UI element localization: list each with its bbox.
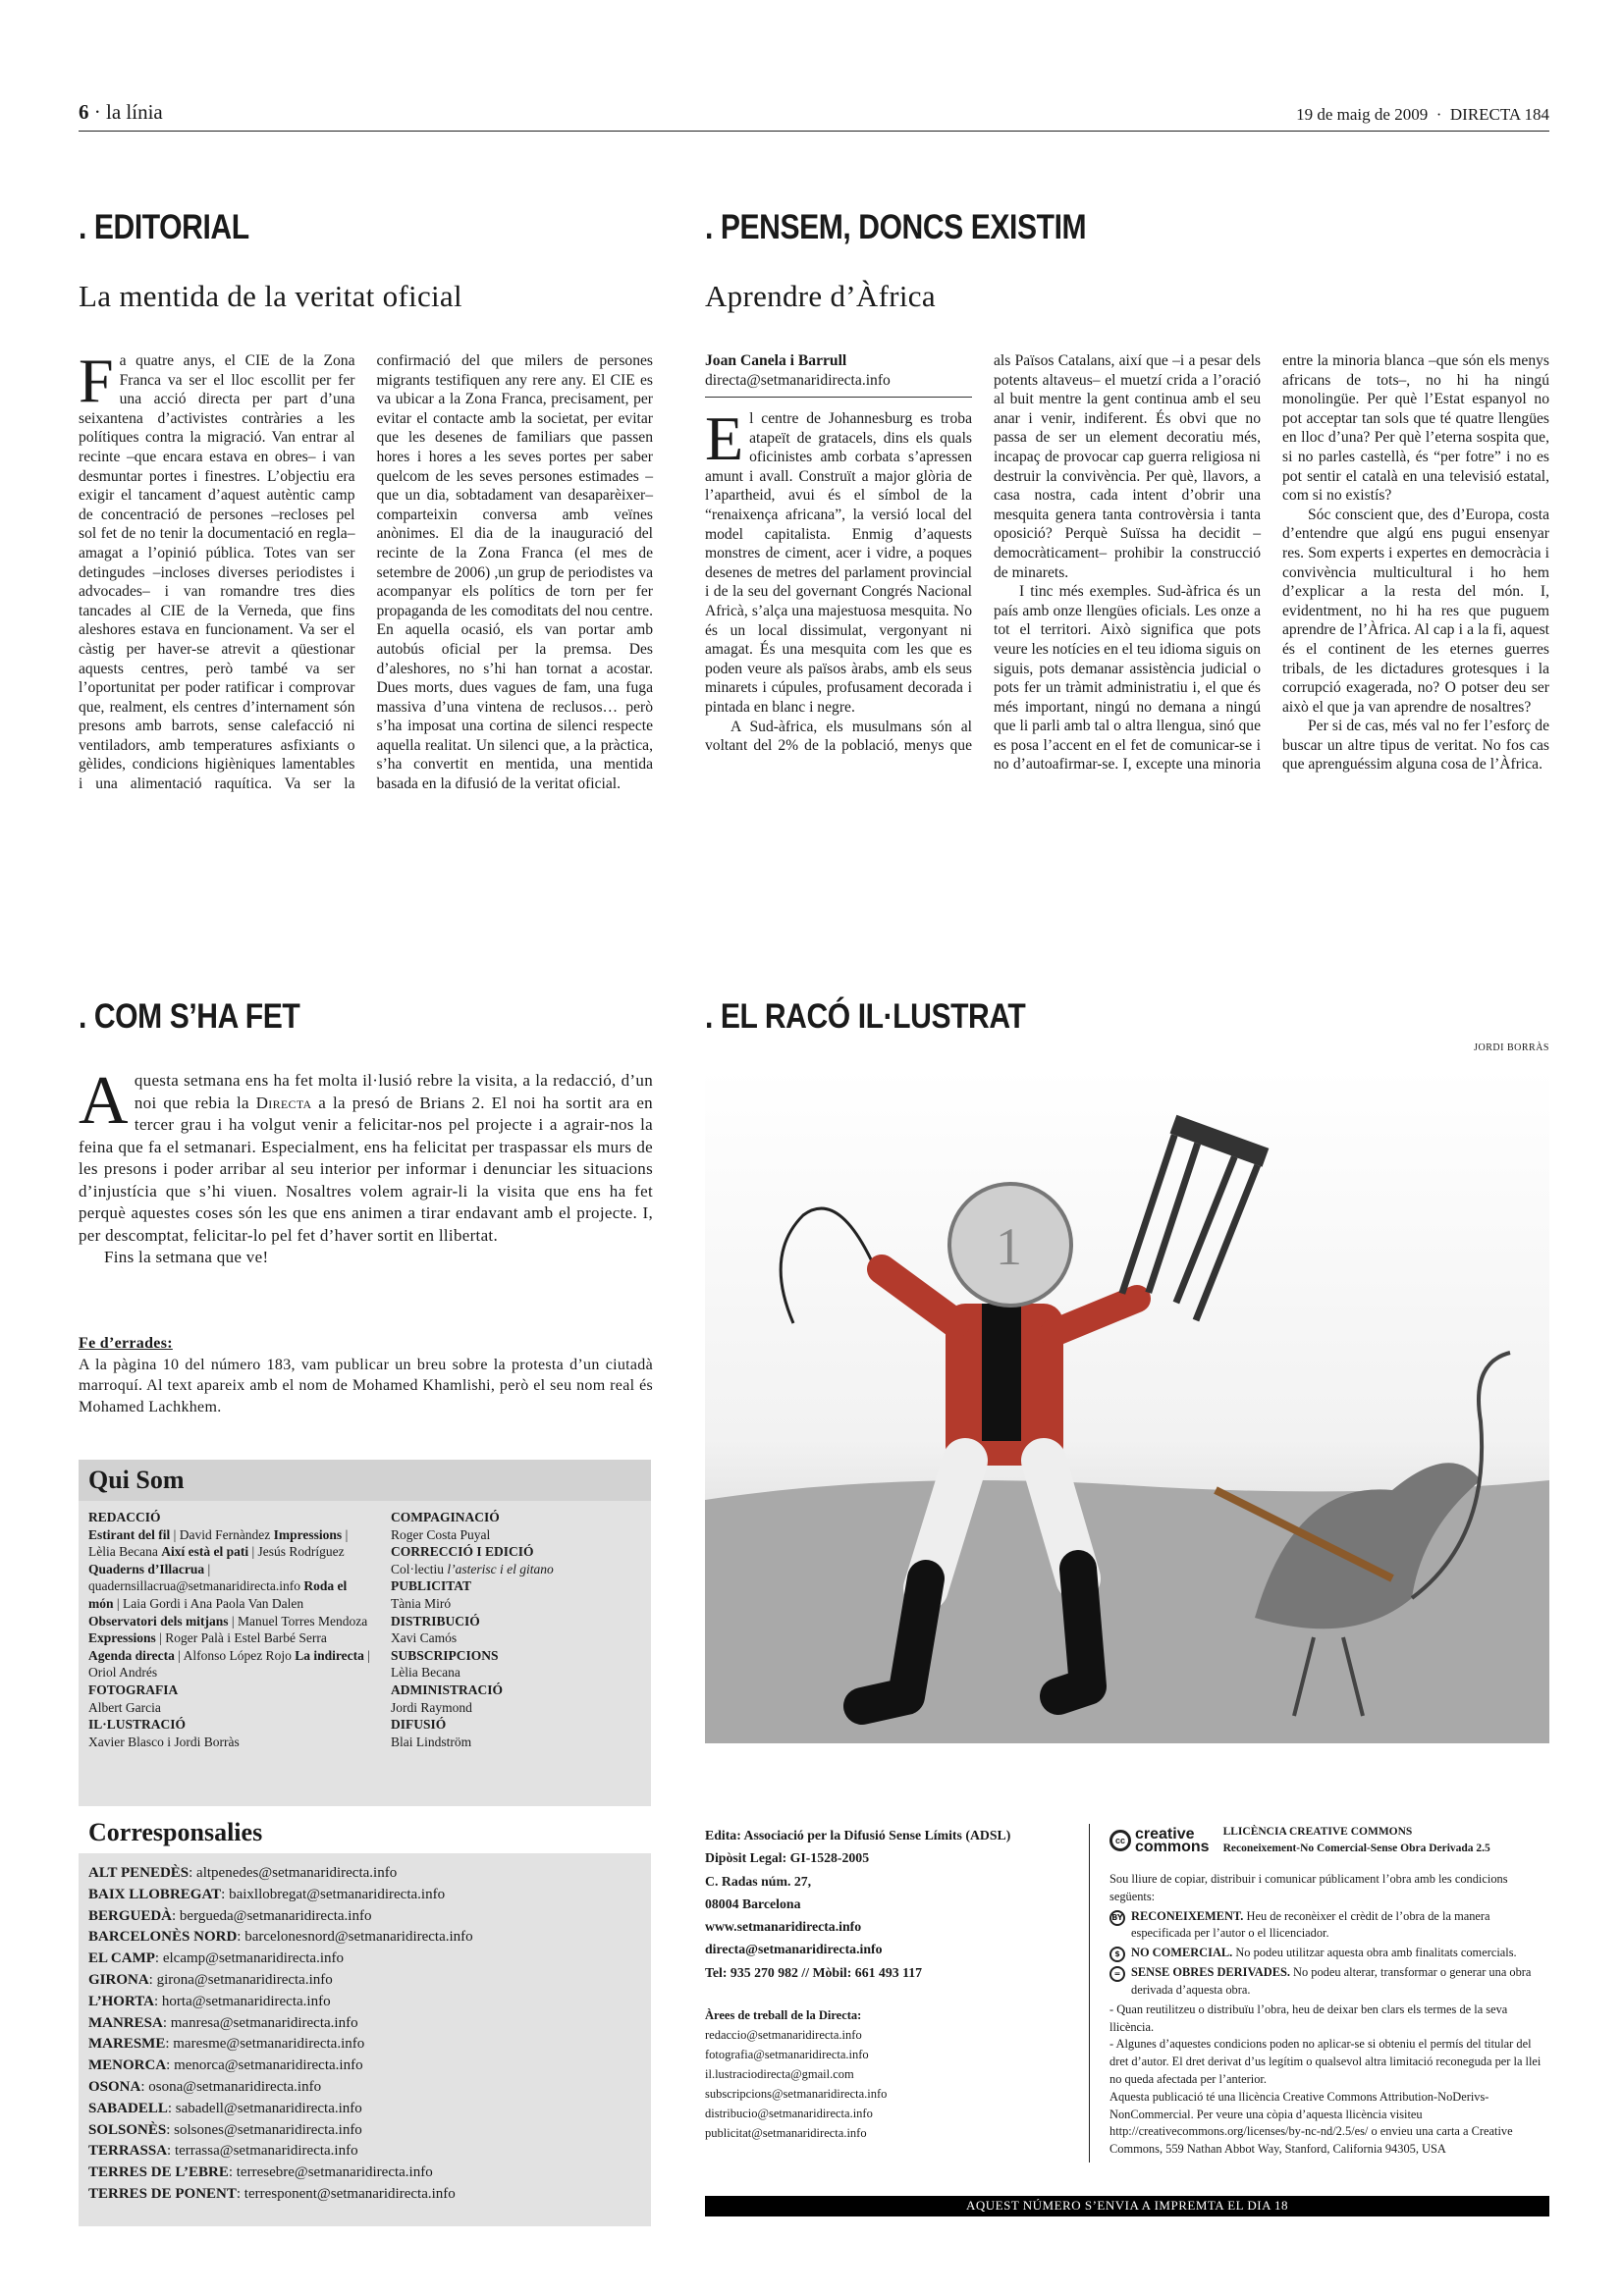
staff-entry (88, 1970, 641, 1992)
areas-emails (705, 2025, 1089, 2143)
condition-desc: No podeu utilitzar aquesta obra amb finalitats comercials. (1232, 1946, 1517, 1960)
entry-label: IL·LUSTRACIÓ (88, 1717, 187, 1733)
staff-entry (88, 1682, 373, 1699)
license-conditions (1109, 1908, 1551, 2000)
entry-value: : osona@setmanaridirecta.info (140, 2078, 322, 2095)
paragraph: Per si de cas, més val no fer l’esforç de buscar un altre tipus de veritat. No fos cas que aprenguéssim alguna cosa de l’Àfrica. (1282, 718, 1549, 774)
vest (982, 1304, 1021, 1441)
entry-value: | Oriol Andrés (88, 1647, 370, 1681)
publisher-info (705, 1824, 1090, 2163)
staff-entry (391, 1509, 636, 1526)
pensem-section-title: . PENSEM, DONCS EXISTIM (705, 208, 1087, 246)
entry-label: COMPAGINACIÓ (391, 1510, 500, 1524)
condition-text (1131, 1964, 1551, 2000)
page-section (79, 100, 163, 125)
license-header (1109, 1824, 1551, 1857)
staff-entry (391, 1629, 636, 1647)
entry-label: FOTOGRAFIA (88, 1682, 179, 1697)
paragraph: A Sud-àfrica, els musulmans són al voltant del 2% de la població, menys que als Països Catalans, així que –i a pesar dels potents altaveus– el muetzí crida a l’oració al buit mentre la gent continua amb el seu anar i venir, indiferent. És obvi que no passa de ser un element decoratiu més, incapaç de provocar cap guerra religiosa ni destruir la convivència. Per què, llavors, a casa nostra, cada intent d’obrir una mesquita genera tanta controvèrsia i tanta oposició? Perquè Suïssa ha decidit –democràticament– prohibir la construcció de minarets. (705, 352, 1261, 755)
page-header (79, 98, 1549, 132)
illustration-credit: JORDI BORRÀS (1474, 1042, 1549, 1053)
no-derivatives-icon: = (1109, 1966, 1125, 1982)
entry-value: : solsones@setmanaridirecta.info (166, 2121, 362, 2138)
entry-label: SABADELL (88, 2100, 168, 2116)
publication-name: Directa (255, 1093, 312, 1112)
license-block (1109, 1824, 1551, 2159)
entry-value: Lèlia Becana (391, 1665, 460, 1681)
entry-value: | Laia Gordi i Ana Paola Van Dalen (113, 1595, 304, 1611)
condition-desc: Heu de reconèixer el crèdit de l’obra de la manera especificada per l’autor o el llicenciador. (1131, 1908, 1490, 1941)
staff-entry (88, 1509, 373, 1526)
entry-label: Observatori dels mitjans (88, 1613, 229, 1629)
entry-value: Tània Miró (391, 1595, 452, 1611)
staff-entry (391, 1682, 636, 1699)
publisher-line: Dipòsit Legal: GI-1528-2005 (705, 1850, 870, 1866)
issue-date: 19 de maig de 2009 (1296, 105, 1429, 124)
corresponsalies-title: Corresponsalies (79, 1812, 651, 1853)
publisher-line: 08004 Barcelona (705, 1896, 801, 1911)
staff-entry (88, 1992, 641, 2013)
entry-value: : terrassa@setmanaridirecta.info (167, 2143, 358, 2160)
separator: · (1435, 105, 1442, 124)
entry-label: OSONA (88, 2078, 141, 2095)
illustration (705, 1068, 1549, 1743)
license-condition (1109, 1964, 1551, 2000)
entry-value: | Lèlia Becana (88, 1526, 349, 1560)
staff-left-column (88, 1509, 373, 1750)
author-name: Joan Canela i Barrull (705, 352, 847, 369)
entry-label: DISTRIBUCIÓ (391, 1613, 480, 1629)
entry-label: MENORCA (88, 2057, 167, 2074)
staff-entry (88, 1949, 641, 1970)
condition-text (1131, 1945, 1517, 1962)
entry-label: TERRASSA (88, 2143, 168, 2160)
staff-entry (88, 2141, 641, 2163)
entry-label: CORRECCIÓ I EDICIÓ (391, 1544, 534, 1560)
entry-value: : barcelonesnord@setmanaridirecta.info (237, 1929, 473, 1946)
pensem-headline: Aprendre d’Àfrica (705, 279, 936, 313)
entry-label: REDACCIÓ (88, 1510, 161, 1524)
publisher-lines (705, 1824, 1089, 1984)
entry-value: | quadernsillacrua@setmanaridirecta.info (88, 1561, 304, 1594)
entry-value: : girona@setmanaridirecta.info (148, 1971, 333, 1988)
publisher-line: www.setmanaridirecta.info (705, 1919, 862, 1935)
condition-label: RECONEIXEMENT. (1131, 1908, 1244, 1923)
entry-label: GIRONA (88, 1971, 149, 1988)
staff-entry (88, 2163, 641, 2184)
staff-entry (391, 1577, 636, 1595)
creative-commons-logo (1109, 1828, 1210, 1853)
license-note: Aquesta publicació té una llicència Creative Commons Attribution-NoDerivs- NonCommercial. Per veure una còpia d’aquesta llicència visiteu http://creativecommons.org/licenses/by-nc-nd/2.5/es/ o envieu una carta a Creative Commons, 559 Nathan Abbot Way, Stanford, California 94305, USA (1109, 2089, 1513, 2157)
staff-entry (391, 1613, 636, 1630)
area-email[interactable]: fotografia@setmanaridirecta.info (705, 2048, 869, 2062)
entry-italic: l’asterisc i el gitano (447, 1561, 554, 1576)
publisher-line: Edita: Associació per la Difusió Sense Límits (ADSL) (705, 1828, 1011, 1842)
entry-label: PUBLICITAT (391, 1578, 472, 1594)
entry-value: : elcamp@setmanaridirecta.info (154, 1950, 344, 1967)
license-condition (1109, 1908, 1551, 1944)
staff-entry (391, 1716, 636, 1734)
entry-value: | David Fernàndez (170, 1526, 274, 1542)
entry-label: MARESME (88, 2036, 166, 2053)
staff-entry (88, 1734, 373, 1751)
entry-value: Jordi Raymond (391, 1699, 472, 1715)
entry-label: Agenda directa (88, 1647, 175, 1663)
staff-entry (391, 1526, 636, 1544)
paragraph: l centre de Johannesburg es troba atapeït de gratacels, dins els quals oficinistes amb corbata s’apressen amunt i avall. Construït a major glòria de l’apartheid, avui és el símbol de la “renaixença africana”, la versió local del model capitalista. Enmig d’aquests monstres de ciment, acer i vidre, a poques desenes de metres del parlament provincial i de la seu del governant Congrés Nacional Africà, s’alça una majestuosa mesquita. No és un local dissimulat, vergonyant ni amagat. És una mesquita com les que es poden veure als països àrabs, amb els seus minarets i cúpules, profusament decorada i pintada en blanc i negre. (705, 410, 972, 716)
author-block (705, 351, 972, 398)
entry-label: Expressions (88, 1630, 156, 1646)
entry-value: : terresponent@setmanaridirecta.info (236, 2185, 456, 2202)
entry-value: : menorca@setmanaridirecta.info (166, 2057, 363, 2074)
staff-entry (88, 2013, 641, 2035)
staff-entry (391, 1561, 636, 1578)
entry-value: Col·lectiu (391, 1561, 448, 1576)
entry-value: | Jesús Rodríguez (248, 1544, 345, 1560)
entry-label: L’HORTA (88, 1993, 154, 2009)
cc-icon: cc (1109, 1830, 1131, 1851)
editorial-text: a quatre anys, el CIE de la Zona Franca va ser el lloc escollit per fer una acció directa per part d’una seixantena d’activistes contràries a les polítiques contra la migració. Van entrar al recinte –que encara estava en obres– i van desmuntar portes i finestres. L’objectiu era exigir el tancament d’aquest autèntic camp de concentració de persones –recloses pel sol fet de no tenir la documentació en regla– amagat a l’opinió pública. Totes van ser detingudes –incloses diverses periodistes i advocades– i van romandre tres dies tancades al CIE de la Verneda, que fins aleshores estava en funcionament. Va ser el càstig per haver-se atrevit a qüestionar aquests centres, però també va ser l’oportunitat per poder ratificar i comprovar que, realment, els centres d’internament són presons amb barrots, sense calefacció ni ventiladors, amb temperatures asfixiants o gèlides, condicions higièniques lamentables i una alimentació raquítica. Va ser la confirmació del que milers de persones migrants testifiquen any rere any. El CIE es va ubicar a la Zona Franca, precisament, per evitar el contacte amb la societat, per evitar que les desenes de familiars que passen hores i hores a les seves portes per saber quelcom de les seves persones estimades –que un dia, sobtadament van desaparèixer– comparteixin conversa amb veïnes anònimes. El dia de la inauguració del recinte de la Zona Franca (el mes de setembre de 2006) ,un grup de periodistes va acompanyar els polítics de torn per fer propaganda de les comoditats del nou centre. En aquella ocasió, els van portar amb autobús oficial per la premsa. Des d’aleshores, no s’hi han tornat a acostar. Dues morts, dues vagues de fam, una fuga massiva d’una vintena de reclusos… però s’ha imposat una cortina de silenci respecte aquella realitat. Un silenci que, a la pràctica, s’ha convertit en mentida, una mentida basada en la difusió de la veritat oficial. (79, 352, 653, 793)
section-name: · la línia (93, 100, 163, 124)
author-email[interactable]: directa@setmanaridirecta.info (705, 372, 891, 389)
entry-value: | Roger Palà i Estel Barbé Serra (155, 1630, 327, 1646)
staff-entry (391, 1734, 636, 1751)
entry-label: Quaderns d’Illacrua (88, 1561, 205, 1576)
editorial-section-title: . EDITORIAL (79, 208, 249, 246)
publisher-line: Tel: 935 270 982 // Mòbil: 661 493 117 (705, 1964, 923, 1980)
license-condition (1109, 1945, 1551, 1962)
staff-entry (88, 2120, 641, 2142)
noncommercial-icon: $ (1109, 1947, 1125, 1962)
entry-value: : horta@setmanaridirecta.info (154, 1993, 331, 2009)
closing: Fins la setmana que ve! (104, 1248, 269, 1266)
entry-value: : maresme@setmanaridirecta.info (165, 2036, 365, 2053)
entry-value: : baixllobregat@setmanaridirecta.info (221, 1886, 446, 1902)
staff-entry (88, 1863, 641, 1885)
entry-label: Així està el pati (161, 1544, 249, 1560)
entry-label: Roda el món (88, 1578, 348, 1611)
staff-entry (391, 1543, 636, 1561)
paragraph: Sóc conscient que, des d’Europa, costa d’entendre que algú ens pugui ensenyar res. Som experts i expertes en democràcia i convivència multicultural i ho hem d’explicar a la resta del món. I, evidentment, no hi ha res que puguem aprendre de l’Àfrica. Al cap i a la fi, aquest és el continent de les eternes guerres tribals, de les dictadures grotesques i la corrupció exagerada, no? O potser deu ser això el que ja van aprendre de nosaltres? (1282, 506, 1549, 716)
entry-label: Impressions (273, 1526, 343, 1542)
entry-label: MANRESA (88, 2014, 163, 2031)
editorial-headline: La mentida de la veritat oficial (79, 279, 462, 313)
entry-value: : manresa@setmanaridirecta.info (162, 2014, 358, 2031)
entry-label: BAIX LLOBREGAT (88, 1886, 222, 1902)
entry-label: ALT PENEDÈS (88, 1865, 189, 1881)
entry-value: | Manuel Torres Mendoza (228, 1613, 368, 1629)
license-note: - Algunes d’aquestes condicions poden no aplicar-se si obteniu el permís del titular del dret d’autor. El dret derivat d’us legítim o qualsevol altra limitació reconeguda per la llei no queda afectada per l’anterior. (1109, 2037, 1542, 2086)
drop-cap: E (705, 403, 744, 473)
raco-section-title: . EL RACÓ IL·LUSTRAT (705, 997, 1026, 1036)
drop-cap: A (79, 1063, 129, 1139)
errata (79, 1333, 653, 1417)
license-title: LLICÈNCIA CREATIVE COMMONS (1222, 1826, 1413, 1838)
publisher-line: C. Radas núm. 27, (705, 1873, 812, 1889)
condition-label: SENSE OBRES DERIVADES. (1131, 1965, 1290, 1980)
staff-entry (88, 2184, 641, 2206)
area-email[interactable]: distribucio@setmanaridirecta.info (705, 2107, 873, 2121)
staff-entry (88, 1699, 373, 1717)
corresponsalies-box (79, 1812, 651, 2226)
area-email[interactable]: il.lustraciodirecta@gmail.com (705, 2067, 854, 2082)
entry-value: : altpenedes@setmanaridirecta.info (189, 1865, 398, 1881)
entry-value: Roger Costa Puyal (391, 1526, 491, 1542)
entry-value: : terresebre@setmanaridirecta.info (228, 2164, 433, 2181)
entry-label: TERRES DE PONENT (88, 2185, 237, 2202)
drop-cap: F (79, 346, 114, 415)
publisher-line: directa@setmanaridirecta.info (705, 1942, 883, 1957)
license-intro: Sou lliure de copiar, distribuir i comunicar públicament l’obra amb les condicions següents: (1109, 1872, 1508, 1903)
entry-label: EL CAMP (88, 1950, 155, 1967)
text: a la presó de Brians 2. El noi ha sortit ara en tercer grau i ha volgut venir a felicitar-nos pel projecte i a agrair-nos la feina que fa el setmanari. Especialment, ens ha felicitat per traspassar els murs de les presons i poder arribar al seu interior per informar i denunciar les situacions d’injustícia que s’hi viuen. Nosaltres volem agrair-li la visita que ens ha fet perquè aquestes coses són les que ens animen a tirar endavant amb el projecte. I, per descomptat, felicitar-lo pel fet d’haver sortit en llibertat. (79, 1093, 653, 1245)
license-note: - Quan reutilitzeu o distribuïu l’obra, heu de deixar ben clars els termes de la seva llicència. (1109, 2002, 1508, 2034)
entry-label: TERRES DE L’EBRE (88, 2164, 229, 2181)
areas-title: Àrees de treball de la Directa: (705, 2008, 862, 2023)
text: questa setmana ens ha fet molta il·lusió rebre la visita, a la redacció, d’un noi que rebia la (134, 1071, 653, 1112)
errata-text: A la pàgina 10 del número 183, vam publicar un breu sobre la protesta d’un ciutadà marroquí. Al text apareix amb el nom de Mohamed Khamlishi, però el seu nom real és Mohamed Lachkhem. (79, 1356, 653, 1415)
condition-desc: No podeu alterar, transformar o generar una obra derivada d’aquesta obra. (1131, 1965, 1532, 1997)
by-icon: BY (1109, 1910, 1125, 1926)
entry-label: SUBSCRIPCIONS (391, 1647, 499, 1663)
entry-value: Xavi Camós (391, 1630, 458, 1646)
paragraph: I tinc més exemples. Sud-àfrica és un país amb onze llengües oficials. Les onze a tot el territori. Això significa que pots veure les notícies en el teu idioma siguis on siguis, pots demanar assistència judicial o pots fer un tràmit administratiu i, el que és més important, ningú no demana a ningú que li parli amb tal o altra llengua, sinó que es posa l’accent en el fet de comunicar-se i no d’autoafirmar-se. I, excepte una minoria entre la minoria blanca –que són els menys africans de tots–, no hi ha ningú monolingüe. Per què l’Estat espanyol no pot acceptar tan sols que té quatre llengües en lloc d’una? Per què l’eterna sospita que, si no parles castellà, és “per fotre” i no es pot sentir el català en una televisió estatal, com si no existís? (994, 352, 1549, 774)
entry-value: Xavier Blasco i Jordi Borràs (88, 1734, 240, 1749)
issue-number: DIRECTA 184 (1449, 105, 1549, 124)
corresponsalies-list (79, 1853, 651, 2226)
staff-entry (88, 1927, 641, 1949)
logo-text: commons (1135, 1839, 1210, 1855)
staff-entry (88, 2034, 641, 2056)
entry-label: La indirecta (295, 1647, 364, 1663)
condition-text (1131, 1908, 1551, 1944)
entry-value: : sabadell@setmanaridirecta.info (167, 2100, 362, 2116)
staff-entry (88, 1906, 641, 1928)
staff-entry (391, 1664, 636, 1682)
condition-label: NO COMERCIAL. (1131, 1946, 1233, 1960)
entry-label: BARCELONÈS NORD (88, 1929, 238, 1946)
staff-entry (88, 1885, 641, 1906)
staff-entry (88, 2056, 641, 2077)
qui-som-title: Qui Som (79, 1460, 651, 1501)
entry-label: BERGUEDÀ (88, 1907, 173, 1924)
com-sha-fet-section-title: . COM S’HA FET (79, 997, 300, 1036)
errata-title: Fe d’errades: (79, 1335, 173, 1352)
editorial-body (79, 346, 653, 940)
entry-value: : bergueda@setmanaridirecta.info (172, 1907, 372, 1924)
com-sha-fet-body (79, 1063, 653, 1269)
staff-entry (88, 2077, 641, 2099)
entry-label: DIFUSIÓ (391, 1717, 447, 1733)
staff-entry (391, 1699, 636, 1717)
staff-entry (88, 1716, 373, 1734)
license-notes (1109, 2002, 1551, 2159)
area-email[interactable]: redaccio@setmanaridirecta.info (705, 2028, 862, 2043)
issue-info (1296, 105, 1549, 125)
logo-text: creative (1135, 1826, 1195, 1842)
qui-som-box (79, 1460, 651, 1806)
staff-entry (88, 2099, 641, 2120)
entry-label: Estirant del fil (88, 1526, 171, 1542)
coin-digit: 1 (996, 1217, 1022, 1276)
pensem-body (705, 351, 1549, 940)
staff-right-column (391, 1509, 636, 1750)
entry-label: SOLSONÈS (88, 2121, 167, 2138)
entry-label: ADMINISTRACIÓ (391, 1682, 504, 1697)
license-subtitle: Reconeixement-No Comercial-Sense Obra Derivada 2.5 (1222, 1842, 1490, 1854)
page-number: 6 (79, 100, 89, 124)
entry-value: | Alfonso López Rojo (174, 1647, 296, 1663)
entry-value: Albert Garcia (88, 1699, 161, 1715)
area-email[interactable]: subscripcions@setmanaridirecta.info (705, 2087, 888, 2102)
redaccio-list (88, 1526, 373, 1682)
area-email[interactable]: publicitat@setmanaridirecta.info (705, 2126, 867, 2141)
footer-bar: AQUEST NÚMERO S’ENVIA A IMPREMTA EL DIA 18 (705, 2196, 1549, 2216)
entry-value: Blai Lindström (391, 1734, 472, 1749)
staff-entry (391, 1647, 636, 1665)
staff-entry (391, 1595, 636, 1613)
